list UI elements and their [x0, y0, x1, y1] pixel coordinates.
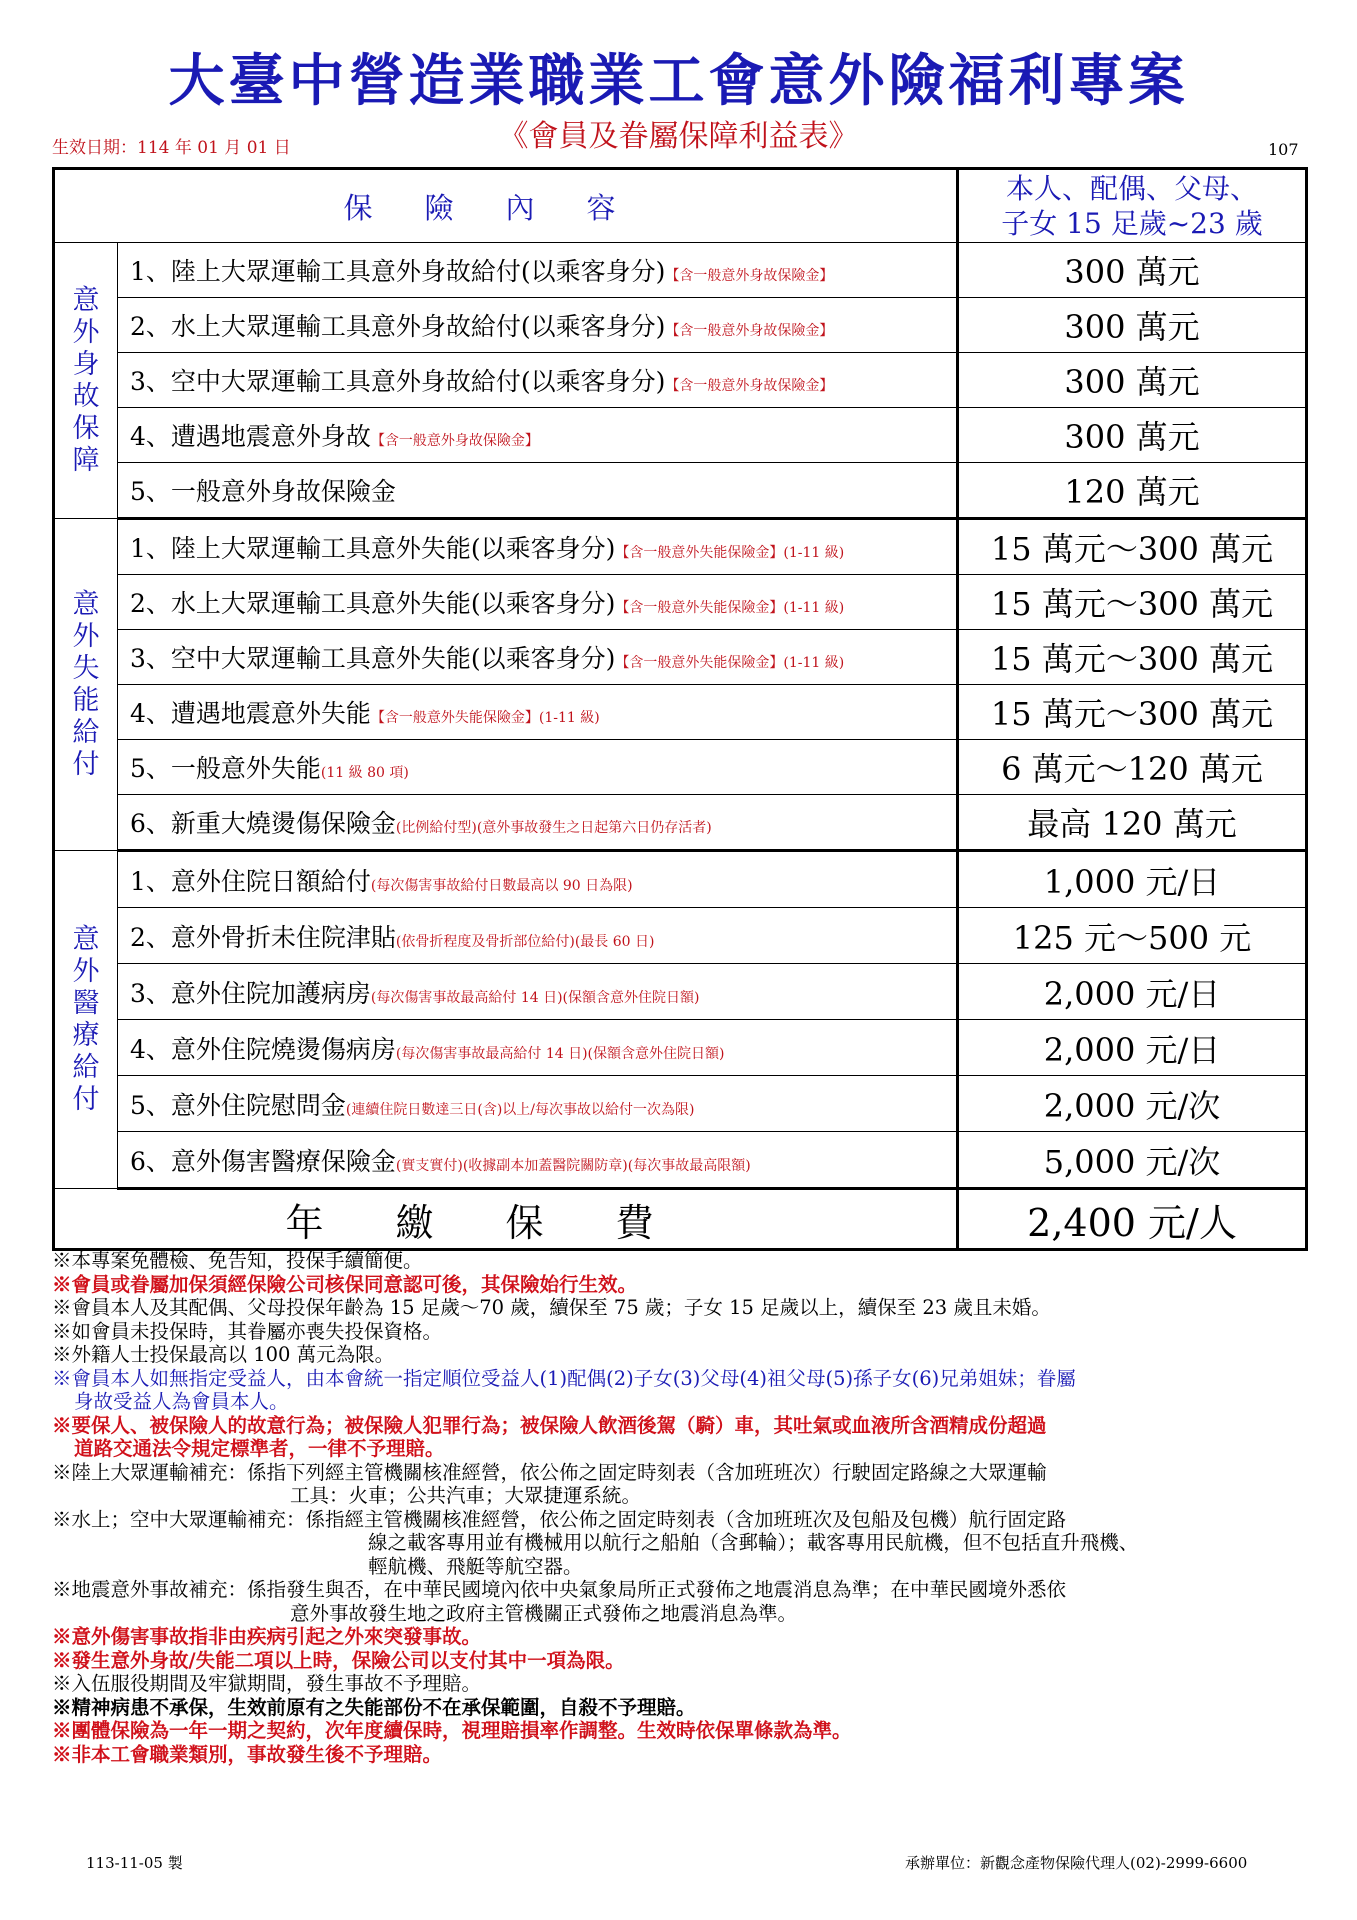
benefit-item [118, 519, 958, 575]
benefit-item-note: (每次傷害事故給付日數最高以 90 日為限) [370, 877, 633, 894]
table-row [54, 1132, 1307, 1189]
benefit-item-text: 4、意外住院燒燙傷病房 [130, 1034, 396, 1064]
note-line: ※陸上大眾運輸補充：係指下列經主管機關核准經營，依公佈之固定時刻表（含加班班次）行駛固定路線之大眾運輸 [52, 1460, 1047, 1484]
header-content: 保險內容 [54, 169, 958, 243]
benefit-value: 300 萬元 [958, 353, 1307, 408]
note-line: 意外事故發生地之政府主管機關正式發佈之地震消息為準。 [290, 1601, 798, 1625]
category-char: 保 [72, 412, 100, 444]
benefit-value: 300 萬元 [958, 243, 1307, 298]
note-line: ※精神病患不承保，生效前原有之失能部份不在承保範圍，自殺不予理賠。 [52, 1695, 696, 1719]
benefit-item-text: 5、一般意外失能 [130, 754, 321, 783]
category-char: 意 [72, 923, 100, 955]
category-char: 外 [72, 955, 100, 987]
table-header-row [54, 169, 1307, 243]
benefit-item [118, 685, 958, 740]
category-char: 醫 [72, 987, 100, 1019]
total-value: 2,400 元/人 [958, 1189, 1307, 1250]
benefit-item-note: (連續住院日數達三日(含)以上/每次事故以給付一次為限) [345, 1101, 695, 1118]
total-row [54, 1189, 1307, 1250]
benefit-value: 15 萬元～300 萬元 [958, 575, 1307, 630]
benefit-item-note: 【含一般意外失能保險金】(1-11 級) [370, 710, 600, 726]
benefit-item [118, 408, 958, 463]
note-line: 輕航機、飛艇等航空器。 [368, 1554, 583, 1578]
benefit-item-note: 【含一般意外身故保險金】 [665, 378, 834, 394]
benefit-item-text: 1、陸上大眾運輸工具意外失能(以乘客身分) [130, 534, 616, 563]
category-label [54, 851, 118, 1189]
note-line: ※外籍人士投保最高以 100 萬元為限。 [52, 1343, 395, 1366]
benefit-value: 2,000 元/日 [958, 964, 1307, 1020]
benefit-item-note: 【含一般意外身故保險金】 [665, 323, 834, 339]
benefit-item [118, 795, 958, 851]
table-row [54, 908, 1307, 964]
note-line: ※發生意外身故/失能二項以上時，保險公司以支付其中一項為限。 [52, 1648, 625, 1672]
benefit-value: 120 萬元 [958, 463, 1307, 519]
category-char: 意 [72, 284, 100, 316]
table-row [54, 298, 1307, 353]
benefit-item-note: (實支實付)(收據副本加蓋醫院關防章)(每次事故最高限額) [395, 1157, 751, 1174]
benefit-item-note: (依骨折程度及骨折部位給付)(最長 60 日) [395, 933, 655, 950]
note-line: ※如會員未投保時，其眷屬亦喪失投保資格。 [52, 1319, 443, 1343]
benefit-item [118, 964, 958, 1020]
benefit-item [118, 463, 958, 519]
benefit-item-note: 【含一般意外失能保險金】(1-11 級) [615, 600, 845, 616]
benefit-item-text: 3、空中大眾運輸工具意外身故給付(以乘客身分) [130, 367, 666, 396]
version-number: 107 [1268, 140, 1299, 159]
note-line: 道路交通法令規定標準者，一律不予理賠。 [74, 1437, 445, 1460]
header-target [958, 169, 1307, 243]
benefit-item-text: 4、遭遇地震意外身故 [130, 422, 371, 451]
category-label [54, 519, 118, 851]
category-char: 失 [72, 652, 100, 684]
benefit-value: 6 萬元～120 萬元 [958, 740, 1307, 795]
category-char: 故 [72, 380, 100, 412]
footer-agency: 承辦單位：新觀念產物保險代理人(02)-2999-6600 [905, 1854, 1248, 1872]
category-label [54, 243, 118, 519]
note-line: ※要保人、被保險人的故意行為；被保險人犯罪行為；被保險人飲酒後駕（騎）車，其吐氣或血液所含酒精成份超過 [52, 1413, 1047, 1437]
note-line: ※水上；空中大眾運輸補充：係指經主管機關核准經營，依公佈之固定時刻表（含加班班次及包船及包機）航行固定路 [52, 1507, 1067, 1531]
benefit-item [118, 298, 958, 353]
table-row [54, 795, 1307, 851]
benefit-item-note: 【含一般意外身故保險金】 [370, 433, 539, 449]
category-char: 療 [72, 1019, 100, 1051]
note-line: ※本專案免體檢、免告知，投保手續簡便。 [52, 1249, 423, 1272]
benefit-item [118, 630, 958, 685]
benefit-value: 15 萬元～300 萬元 [958, 630, 1307, 685]
benefit-item [118, 243, 958, 298]
benefit-item-note: (11 級 80 項) [320, 765, 409, 781]
benefit-item-text: 2、意外骨折未住院津貼 [130, 922, 396, 952]
benefit-item-text: 4、遭遇地震意外失能 [130, 699, 371, 728]
benefit-item-text: 2、水上大眾運輸工具意外身故給付(以乘客身分) [130, 312, 666, 341]
document-title: 大臺中營造業職業工會意外險福利專案 [168, 48, 1189, 114]
table-row [54, 575, 1307, 630]
category-char: 身 [72, 348, 100, 380]
note-line: ※地震意外事故補充：係指發生與否，在中華民國境內依中央氣象局所正式發佈之地震消息為準；在中華民國境外悉依 [52, 1578, 1067, 1601]
table-row [54, 851, 1307, 908]
table-row [54, 408, 1307, 463]
benefit-item [118, 908, 958, 964]
benefit-item-text: 1、意外住院日額給付 [130, 866, 371, 896]
table-row [54, 353, 1307, 408]
benefit-item-text: 3、空中大眾運輸工具意外失能(以乘客身分) [130, 644, 616, 673]
table-row [54, 630, 1307, 685]
note-line: ※會員本人如無指定受益人，由本會統一指定順位受益人(1)配偶(2)子女(3)父母(4)祖父母(5)孫子女(6)兄弟姐妹；眷屬 [52, 1366, 1076, 1390]
benefit-value: 5,000 元/次 [958, 1132, 1307, 1189]
table-row [54, 964, 1307, 1020]
benefit-item [118, 1020, 958, 1076]
benefit-item [118, 353, 958, 408]
note-line: ※團體保險為一年一期之契約，次年度續保時，視理賠損率作調整。生效時依保單條款為準。 [52, 1719, 852, 1742]
benefit-value: 125 元～500 元 [958, 908, 1307, 964]
category-char: 給 [72, 1051, 100, 1083]
category-char: 給 [72, 716, 100, 748]
benefit-value: 15 萬元～300 萬元 [958, 519, 1307, 575]
footer-made-date: 113-11-05 製 [86, 1854, 183, 1872]
note-line: ※會員本人及其配偶、父母投保年齡為 15 足歲～70 歲，續保至 75 歲；子女 15 足歲以上，續保至 23 歲且未婚。 [52, 1296, 1051, 1319]
table-row [54, 519, 1307, 575]
benefit-value: 最高 120 萬元 [958, 795, 1307, 851]
benefit-value: 2,000 元/次 [958, 1076, 1307, 1132]
effective-date: 生效日期：114 年 01 月 01 日 [52, 138, 291, 158]
note-line: 身故受益人為會員本人。 [74, 1390, 289, 1413]
benefit-item-note: (每次傷害事故最高給付 14 日)(保額含意外住院日額) [370, 989, 700, 1006]
benefit-item [118, 575, 958, 630]
benefits-table [52, 167, 1308, 1251]
benefit-item-text: 2、水上大眾運輸工具意外失能(以乘客身分) [130, 589, 616, 618]
benefit-item [118, 740, 958, 795]
benefit-item-note: (比例給付型)(意外事故發生之日起第六日仍存活者) [395, 820, 712, 836]
benefit-item-note: 【含一般意外身故保險金】 [665, 268, 834, 284]
benefit-item [118, 1076, 958, 1132]
benefit-item [118, 851, 958, 908]
note-line: ※會員或眷屬加保須經保險公司核保同意認可後，其保險始行生效。 [52, 1272, 638, 1296]
benefit-item [118, 1132, 958, 1189]
benefit-value: 300 萬元 [958, 298, 1307, 353]
category-char: 能 [72, 684, 100, 716]
note-line: ※非本工會職業類別，事故發生後不予理賠。 [52, 1742, 443, 1766]
benefit-value: 2,000 元/日 [958, 1020, 1307, 1076]
header-target-line2: 子女 15 足歲~23 歲 [1001, 207, 1263, 240]
table-row [54, 685, 1307, 740]
document-subtitle: 《會員及眷屬保障利益表》 [498, 119, 859, 154]
table-row [54, 1020, 1307, 1076]
benefit-item-note: 【含一般意外失能保險金】(1-11 級) [615, 655, 845, 671]
note-line: ※意外傷害事故指非由疾病引起之外來突發事故。 [52, 1625, 482, 1648]
benefit-item-text: 3、意外住院加護病房 [130, 978, 371, 1008]
table-row [54, 463, 1307, 519]
benefit-item-note: (每次傷害事故最高給付 14 日)(保額含意外住院日額) [395, 1045, 725, 1062]
category-char: 付 [72, 1083, 100, 1115]
note-line: 工具：火車；公共汽車；大眾捷運系統。 [290, 1484, 642, 1507]
benefit-value: 300 萬元 [958, 408, 1307, 463]
category-char: 障 [72, 444, 100, 476]
benefit-item-text: 6、意外傷害醫療保險金 [130, 1146, 396, 1176]
benefit-item-text: 5、一般意外身故保險金 [130, 477, 396, 506]
benefit-item-text: 5、意外住院慰問金 [130, 1090, 346, 1120]
benefit-item-note: 【含一般意外失能保險金】(1-11 級) [615, 545, 845, 561]
benefit-item-text: 1、陸上大眾運輸工具意外身故給付(以乘客身分) [130, 257, 666, 286]
table-row [54, 1076, 1307, 1132]
notes-section [52, 1249, 1322, 1766]
category-char: 外 [72, 316, 100, 348]
table-row [54, 243, 1307, 298]
table-row [54, 740, 1307, 795]
category-char: 意 [72, 588, 100, 620]
header-target-line1: 本人、配偶、父母、 [1005, 172, 1258, 205]
note-line: ※入伍服役期間及牢獄期間，發生事故不予理賠。 [52, 1672, 482, 1695]
note-line: 線之載客專用並有機械用以航行之船舶（含郵輪）；載客專用民航機，但不包括直升飛機、 [368, 1531, 1139, 1554]
benefit-value: 15 萬元～300 萬元 [958, 685, 1307, 740]
category-char: 付 [72, 748, 100, 780]
benefit-item-text: 6、新重大燒燙傷保險金 [130, 809, 396, 838]
total-label: 年繳保費 [54, 1189, 958, 1250]
category-char: 外 [72, 620, 100, 652]
benefit-value: 1,000 元/日 [958, 851, 1307, 908]
